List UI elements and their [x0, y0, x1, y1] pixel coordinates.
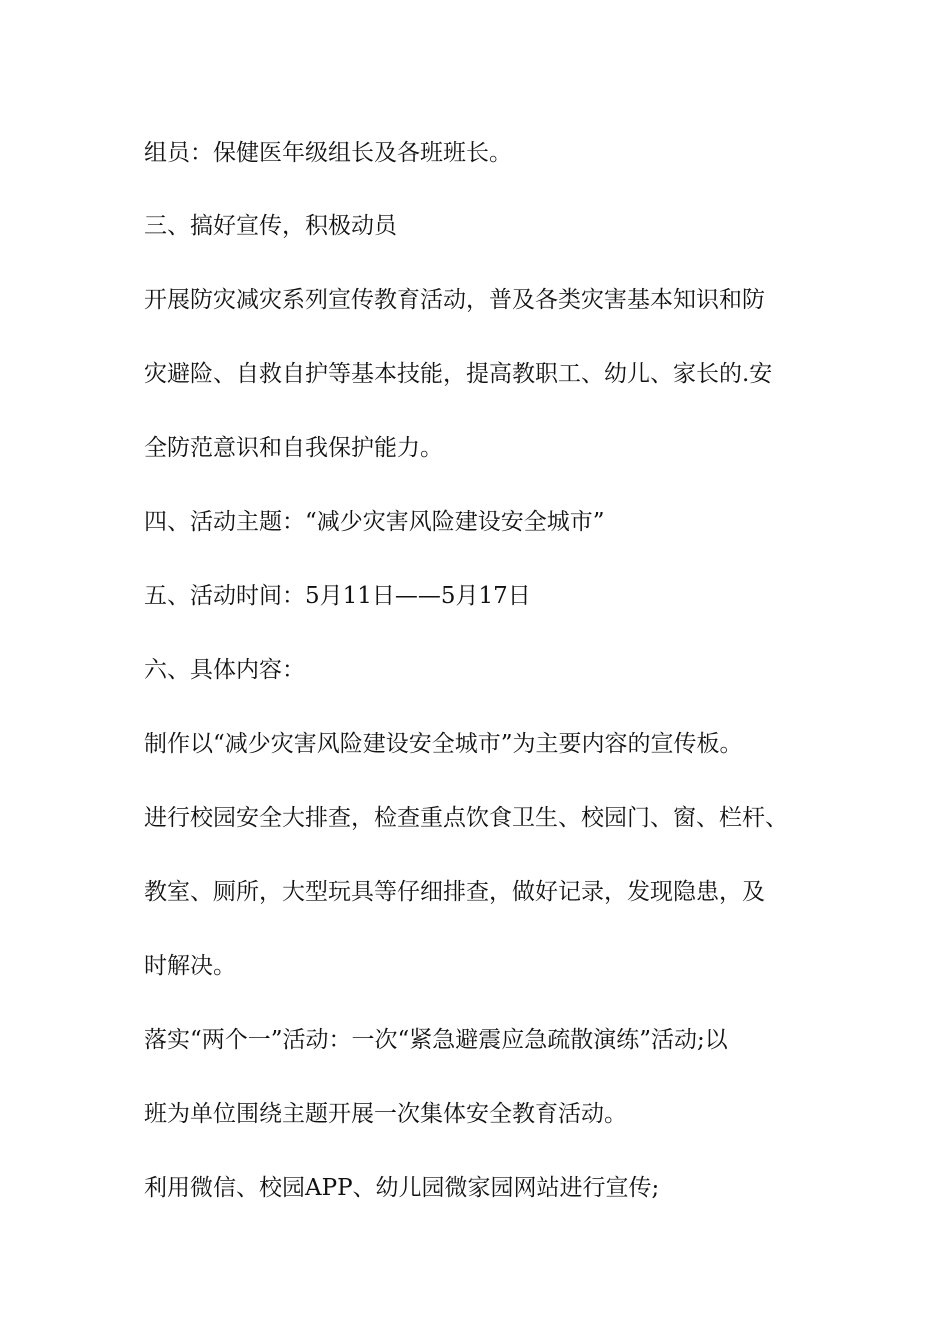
text-line-wechat: 利用微信、校园APP、幼儿园微家园网站进行宣传; [144, 1175, 660, 1201]
text-line-drill-2: 班为单位围绕主题开展一次集体安全教育活动。 [144, 1101, 627, 1127]
text-line-inspection-2: 教室、厕所，大型玩具等仔细排查，做好记录，发现隐患，及 [144, 879, 765, 905]
text-line-members: 组员：保健医年级组长及各班班长。 [144, 140, 512, 166]
text-line-drill-1: 落实“两个一”活动：一次“紧急避震应急疏散演练”活动;以 [144, 1027, 728, 1053]
text-line-publicity-2: 灾避险、自救自护等基本技能，提高教职工、幼儿、家长的.安 [144, 361, 773, 387]
text-line-publicity-1: 开展防灾减灾系列宣传教育活动，普及各类灾害基本知识和防 [144, 287, 765, 313]
text-line-inspection-1: 进行校园安全大排查，检查重点饮食卫生、校园门、窗、栏杆、 [144, 805, 788, 831]
heading-time: 五、活动时间：5月11日——5月17日 [144, 583, 531, 609]
heading-theme: 四、活动主题：“减少灾害风险建设安全城市” [144, 509, 605, 535]
heading-publicity: 三、搞好宣传，积极动员 [144, 213, 397, 239]
text-line-board: 制作以“减少灾害风险建设安全城市”为主要内容的宣传板。 [144, 731, 743, 757]
text-line-inspection-3: 时解决。 [144, 953, 236, 979]
text-line-publicity-3: 全防范意识和自我保护能力。 [144, 435, 443, 461]
heading-content: 六、具体内容： [144, 657, 305, 683]
